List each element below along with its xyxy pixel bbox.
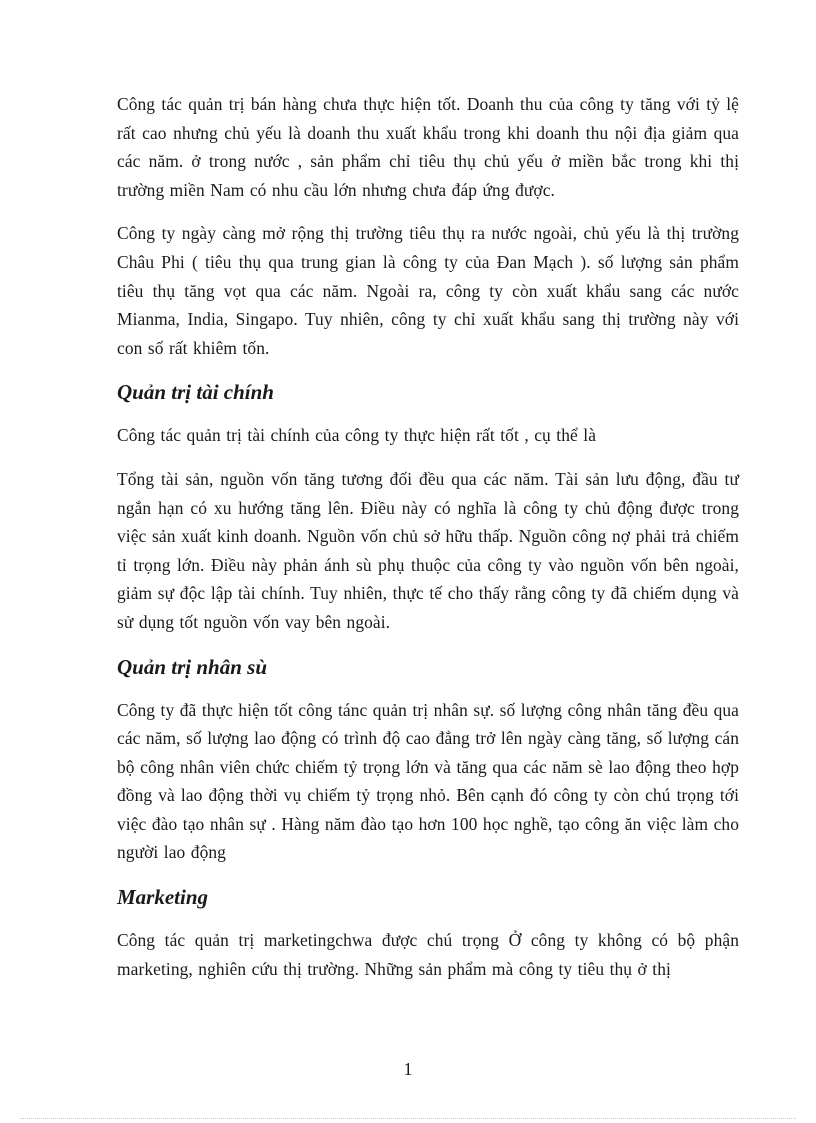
paragraph-financial-details: Tổng tài sản, nguồn vốn tăng tương đối đều qua các năm. Tài sản lưu động, đầu tư ngắn hạn có xu hướng tăng lên. Điều này có nghĩa là công ty chủ động được trong việc sản xuất kinh doanh. Nguồn vốn chủ sở hữu thấp. Nguồn công nợ phải trả chiếm tỉ trọng lớn. Điều này phản ánh sù phụ thuộc của công ty vào nguồn vốn bên ngoài, giảm sự độc lập tài chính. Tuy nhiên, thực tế cho thấy rằng công ty đã chiếm dụng và sử dụng tốt nguồn vốn vay bên ngoài. xyxy=(117,468,739,632)
heading-marketing: Marketing xyxy=(117,885,209,910)
page-number: 1 xyxy=(403,1059,413,1079)
paragraph-marketing-details: Công tác quản trị marketingchwa được chú trọng Ở công ty không có bộ phận marketing, nghiên cứu thị trường. Những sản phẩm mà công ty tiêu thụ ở thị xyxy=(117,930,739,979)
paragraph-market-expansion: Công ty ngày càng mở rộng thị trường tiêu thụ ra nước ngoài, chủ yếu là thị trường Châu Phi ( tiêu thụ qua trung gian là công ty của Đan Mạch ). số lượng sản phẩm tiêu thụ tăng vọt qua các năm. Ngoài ra, công ty còn xuất khẩu sang các nước Mianma, India, Singapo. Tuy nhiên, công ty chỉ xuất khẩu sang thị trường này với con số rất khiêm tốn. xyxy=(117,223,739,358)
paragraph-sales-management: Công tác quản trị bán hàng chưa thực hiện tốt. Doanh thu của công ty tăng với tỷ lệ rất cao nhưng chủ yếu là doanh thu xuất khẩu trong khi doanh thu nội địa giảm qua các năm. ở trong nước , sản phẩm chỉ tiêu thụ chủ yếu ở miền bắc trong khi thị trường miền Nam có nhu cầu lớn nhưng chưa đáp ứng được. xyxy=(117,94,739,200)
heading-hr-management: Quản trị nhân sù xyxy=(117,654,268,679)
paragraph-financial-intro: Công tác quản trị tài chính của công ty thực hiện rất tốt , cụ thể là xyxy=(117,425,597,446)
paragraph-hr-details: Công ty đã thực hiện tốt công tánc quản trị nhân sự. số lượng công nhân tăng đều qua các năm, số lượng lao động có trình độ cao đẳng trở lên ngày càng tăng, số lượng cán bộ công nhân viên chức chiếm tỷ trọng lớn và tăng qua các năm sè lao động theo hợp đồng và lao động thời vụ chiếm tỷ trọng nhỏ. Bên cạnh đó công ty còn chú trọng tới việc đào tạo nhân sự . Hàng năm đào tạo hơn 100 học nghề, tạo công ăn việc làm cho người lao động xyxy=(117,699,739,863)
page-bottom-divider xyxy=(20,1118,796,1119)
document-page xyxy=(117,90,739,998)
heading-financial-management: Quản trị tài chính xyxy=(117,380,274,405)
